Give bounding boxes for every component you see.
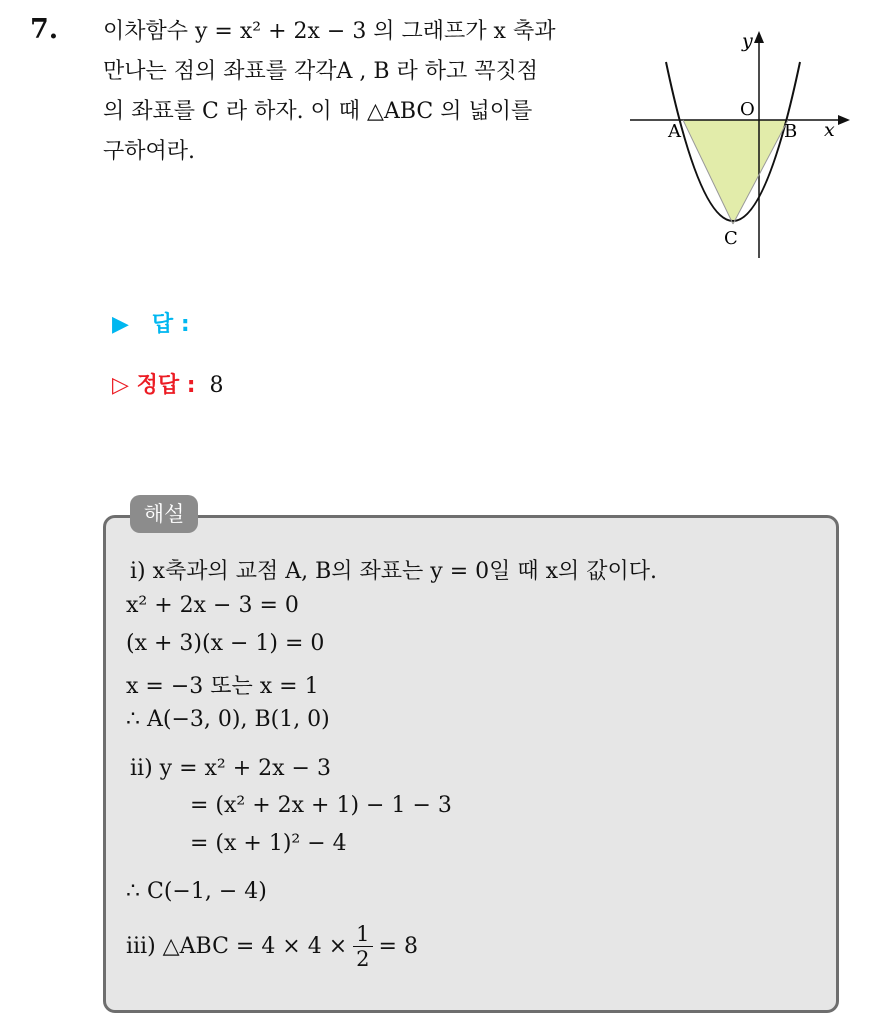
correct-answer-row xyxy=(112,368,224,399)
play-icon: ▶ xyxy=(112,312,152,337)
correct-answer-value: 8 xyxy=(209,373,224,398)
solution-line: x = −3 또는 x = 1 xyxy=(126,674,319,699)
fraction-numerator: 1 xyxy=(353,922,372,947)
point-c-label: C xyxy=(724,228,738,249)
x-axis-arrow xyxy=(838,115,850,125)
solution-line: = (x² + 2x + 1) − 1 − 3 xyxy=(190,793,452,818)
solution-line: ⅰ) x축과의 교점 A, B의 좌표는 y = 0일 때 x의 값이다. xyxy=(130,559,658,584)
y-axis-label: y xyxy=(742,30,753,52)
area-expression: ⅲ) △ABC = 4 × 4 × xyxy=(126,934,348,959)
answer-row xyxy=(112,307,190,338)
solution-line-area xyxy=(126,922,418,971)
question-line: 이차함수 y = x² + 2x − 3 의 그래프가 x 축과 xyxy=(103,19,556,44)
fraction-one-half xyxy=(353,922,372,971)
solution-line: ⅱ) y = x² + 2x − 3 xyxy=(130,756,331,781)
question-line: 구하여라. xyxy=(103,139,196,164)
solution-line: = (x + 1)² − 4 xyxy=(190,831,347,856)
triangle-abc xyxy=(683,120,788,224)
question-number: 7. xyxy=(30,14,59,45)
question-line: 의 좌표를 C 라 하자. 이 때 △ABC 의 넓이를 xyxy=(103,99,533,124)
solution-line: ∴ C(−1, − 4) xyxy=(126,879,267,904)
solution-tag: 해설 xyxy=(130,495,198,533)
area-result: = 8 xyxy=(378,934,418,959)
solution-line: x² + 2x − 3 = 0 xyxy=(126,593,299,618)
question-line: 만나는 점의 좌표를 각각A , B 라 하고 꼭짓점 xyxy=(103,59,539,84)
correct-answer-label: 정답 : xyxy=(136,373,196,398)
play-outline-icon: ▷ xyxy=(112,373,137,398)
y-axis-arrow xyxy=(754,31,764,43)
parabola-graph xyxy=(628,28,853,260)
answer-label: 답 : xyxy=(151,312,190,337)
point-a-label: A xyxy=(668,121,681,142)
x-axis-label: x xyxy=(824,119,835,141)
question-text xyxy=(103,12,623,172)
solution-line: ∴ A(−3, 0), B(1, 0) xyxy=(126,707,330,732)
fraction-denominator: 2 xyxy=(356,947,370,971)
origin-label: O xyxy=(740,99,755,120)
point-b-label: B xyxy=(784,121,798,142)
solution-line: (x + 3)(x − 1) = 0 xyxy=(126,631,325,656)
